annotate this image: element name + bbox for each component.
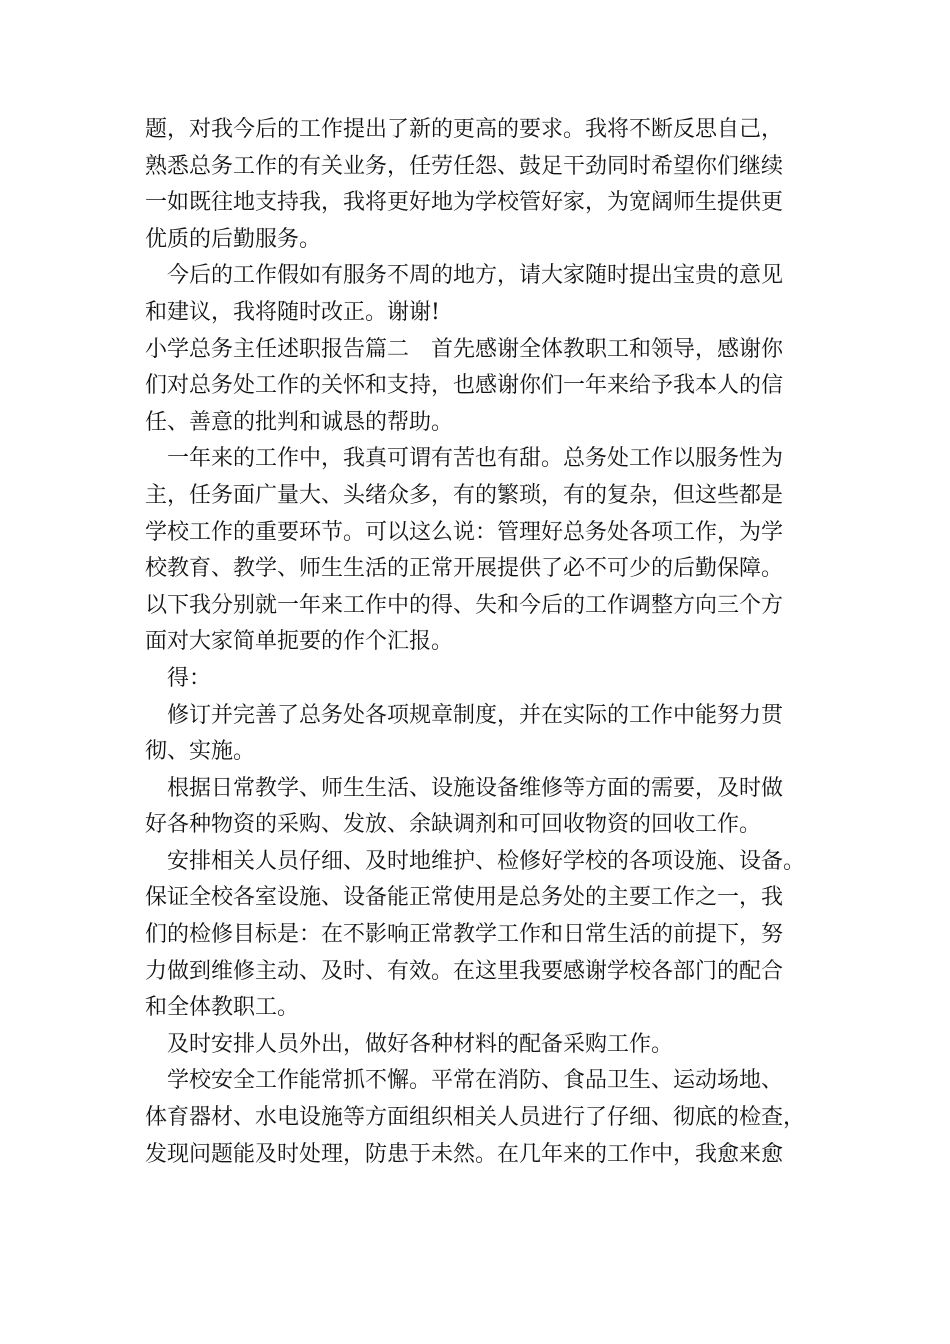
text-line: 和全体教职工。: [145, 995, 300, 1021]
text-line: 及时安排人员外出，做好各种材料的配备采购工作。: [167, 1031, 674, 1057]
text-line: 体育器材、水电设施等方面组织相关人员进行了仔细、彻底的检查，: [145, 1105, 806, 1131]
text-line: 得：: [167, 665, 212, 691]
text-line: 熟悉总务工作的有关业务，任劳任怨、鼓足干劲同时希望你们继续: [145, 153, 784, 179]
text-line: 小学总务主任述职报告篇二 首先感谢全体教职工和领导，感谢你: [145, 336, 784, 362]
text-line: 根据日常教学、师生生活、设施设备维修等方面的需要，及时做: [167, 775, 784, 801]
text-line: 彻、实施。: [145, 739, 256, 765]
text-line: 发现问题能及时处理，防患于未然。在几年来的工作中，我愈来愈: [145, 1141, 784, 1167]
text-line: 题，对我今后的工作提出了新的更高的要求。我将不断反思自己，: [145, 117, 784, 142]
text-line: 学校工作的重要环节。可以这么说：管理好总务处各项工作，为学: [145, 519, 784, 545]
text-line: 面对大家简单扼要的作个汇报。: [145, 629, 454, 655]
text-line: 任、善意的批判和诚恳的帮助。: [145, 409, 454, 435]
text-line: 优质的后勤服务。: [145, 226, 322, 252]
text-line: 保证全校各室设施、设备能正常使用是总务处的主要工作之一，我: [145, 885, 784, 911]
text-line: 好各种物资的采购、发放、余缺调剂和可回收物资的回收工作。: [145, 812, 762, 838]
text-line: 们对总务处工作的关怀和支持，也感谢你们一年来给予我本人的信: [145, 373, 784, 399]
text-line: 力做到维修主动、及时、有效。在这里我要感谢学校各部门的配合: [145, 958, 784, 984]
text-line: 们的检修目标是：在不影响正常教学工作和日常生活的前提下，努: [145, 922, 784, 948]
text-line: 安排相关人员仔细、及时地维护、检修好学校的各项设施、设备。: [167, 848, 806, 874]
document-body: [145, 112, 825, 1173]
text-line: 修订并完善了总务处各项规章制度，并在实际的工作中能努力贯: [167, 702, 784, 728]
text-line: 一如既往地支持我，我将更好地为学校管好家，为宽阔师生提供更: [145, 190, 784, 216]
text-line: 以下我分别就一年来工作中的得、失和今后的工作调整方向三个方: [145, 592, 784, 618]
text-line: 今后的工作假如有服务不周的地方，请大家随时提出宝贵的意见: [167, 263, 784, 289]
text-line: 一年来的工作中，我真可谓有苦也有甜。总务处工作以服务性为: [167, 446, 784, 472]
text-line: 学校安全工作能常抓不懈。平常在消防、食品卫生、运动场地、: [167, 1068, 784, 1094]
text-line: 主，任务面广量大、头绪众多，有的繁琐，有的复杂，但这些都是: [145, 482, 784, 508]
text-line: 校教育、教学、师生生活的正常开展提供了必不可少的后勤保障。: [145, 556, 784, 582]
text-line: 和建议，我将随时改正。谢谢!: [145, 299, 440, 325]
